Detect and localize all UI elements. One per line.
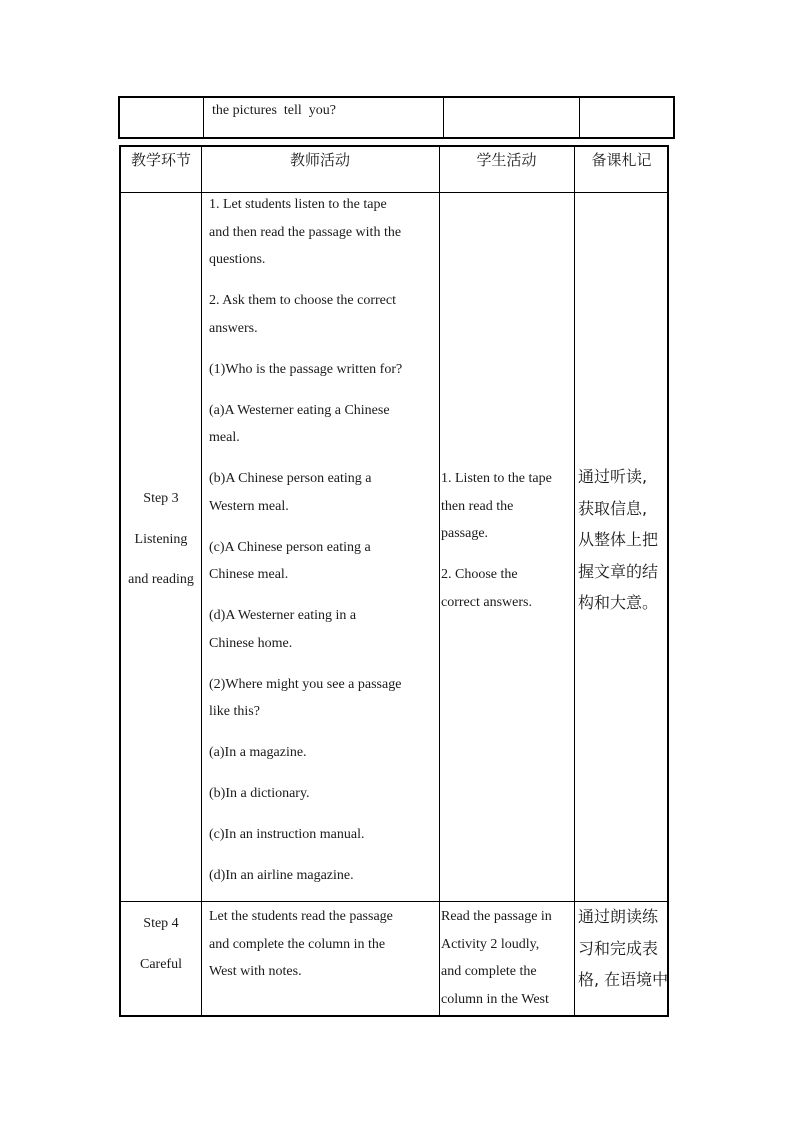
step4-label [121,903,201,985]
top-table-divider-2 [443,98,444,137]
student-line: then read the [441,498,514,514]
notes-line: 习和完成表 [578,938,659,958]
student-line: Read the passage in [441,909,552,924]
teacher-paragraph [209,862,437,890]
step3-label-line: Step 3 [143,491,179,506]
notes-line: 格, 在语境中 [578,970,669,989]
teacher-paragraph [209,602,437,657]
student-paragraph [441,465,573,548]
notes-line: 握文章的结 [578,561,659,581]
teacher-line: (a)In a magazine. [209,745,307,760]
student-line: column in the West [441,991,549,1007]
teacher-paragraph [209,780,437,808]
teacher-paragraph [209,671,437,726]
teacher-paragraph [209,821,437,849]
notes-line: 通过听读, [578,467,648,486]
teacher-line: (a)A Westerner eating a Chinese [209,402,390,418]
teacher-line: (c)In an instruction manual. [209,827,365,842]
teacher-line: (b)In a dictionary. [209,786,310,801]
teacher-line: and then read the passage with the [209,224,402,240]
col-divider-3 [574,147,575,1015]
step3-label-line: and reading [128,572,194,587]
step4-teacher-activity [209,903,437,986]
teacher-paragraph [209,287,437,342]
col-divider-2 [439,147,440,1015]
teacher-line: like this? [209,704,260,719]
step4-label-line: Step 4 [143,916,179,931]
teacher-line: Western meal. [209,498,289,514]
teacher-paragraph [209,534,437,589]
step4-student-activity [441,903,573,1013]
teacher-paragraph [209,191,437,274]
teacher-line: questions. [209,252,266,267]
student-paragraph [441,561,573,616]
notes-line: 获取信息, [578,498,648,518]
header-teacher-activity: 教师活动 [289,151,350,169]
top-table-fragment [118,96,675,139]
teacher-line: Chinese meal. [209,567,289,582]
top-table-text: the pictures tell you? [212,103,337,118]
top-table-divider-3 [579,98,580,137]
step4-notes [578,901,670,996]
student-line: Activity 2 loudly, [441,936,540,952]
teacher-line: (d)A Westerner eating in a [209,608,357,623]
step4-label-line: Careful [140,957,182,972]
top-table-divider-1 [203,98,204,137]
teacher-line: Chinese home. [209,635,293,651]
teacher-line: (2)Where might you see a passage [209,676,402,692]
student-line: correct answers. [441,594,532,610]
header-teaching-step: 教学环节 [130,151,191,169]
teacher-line: 1. Let students listen to the tape [209,197,387,212]
header-lesson-notes: 备课札记 [591,151,652,169]
teacher-line: and complete the column in the [209,936,386,952]
step3-label [121,479,201,601]
notes-line: 构和大意。 [578,593,659,612]
teacher-line: (d)In an airline magazine. [209,868,354,883]
step3-teacher-activity [209,191,437,903]
header-student-activity: 学生活动 [476,151,537,169]
col-divider-1 [201,147,202,1015]
teacher-line: Let the students read the passage [209,909,393,924]
step3-label-line: Listening [134,531,188,547]
step3-notes [578,461,670,619]
step3-student-activity [441,465,573,630]
teacher-line: (1)Who is the passage written for? [209,361,403,377]
notes-line: 通过朗读练 [578,907,659,926]
teacher-paragraph [209,739,437,767]
student-line: 1. Listen to the tape [441,471,552,486]
teacher-paragraph [209,356,437,384]
teacher-line: (c)A Chinese person eating a [209,539,371,555]
teacher-line: meal. [209,430,240,445]
student-line: passage. [441,526,489,541]
teacher-line: answers. [209,320,258,336]
lesson-plan-table [119,145,669,1017]
teacher-line: West with notes. [209,964,302,979]
notes-line: 从整体上把 [578,530,659,549]
student-line: 2. Choose the [441,567,518,582]
teacher-line: 2. Ask them to choose the correct [209,293,397,308]
student-line: and complete the [441,964,537,979]
teacher-paragraph [209,397,437,452]
teacher-paragraph [209,465,437,520]
teacher-line: (b)A Chinese person eating a [209,471,372,486]
